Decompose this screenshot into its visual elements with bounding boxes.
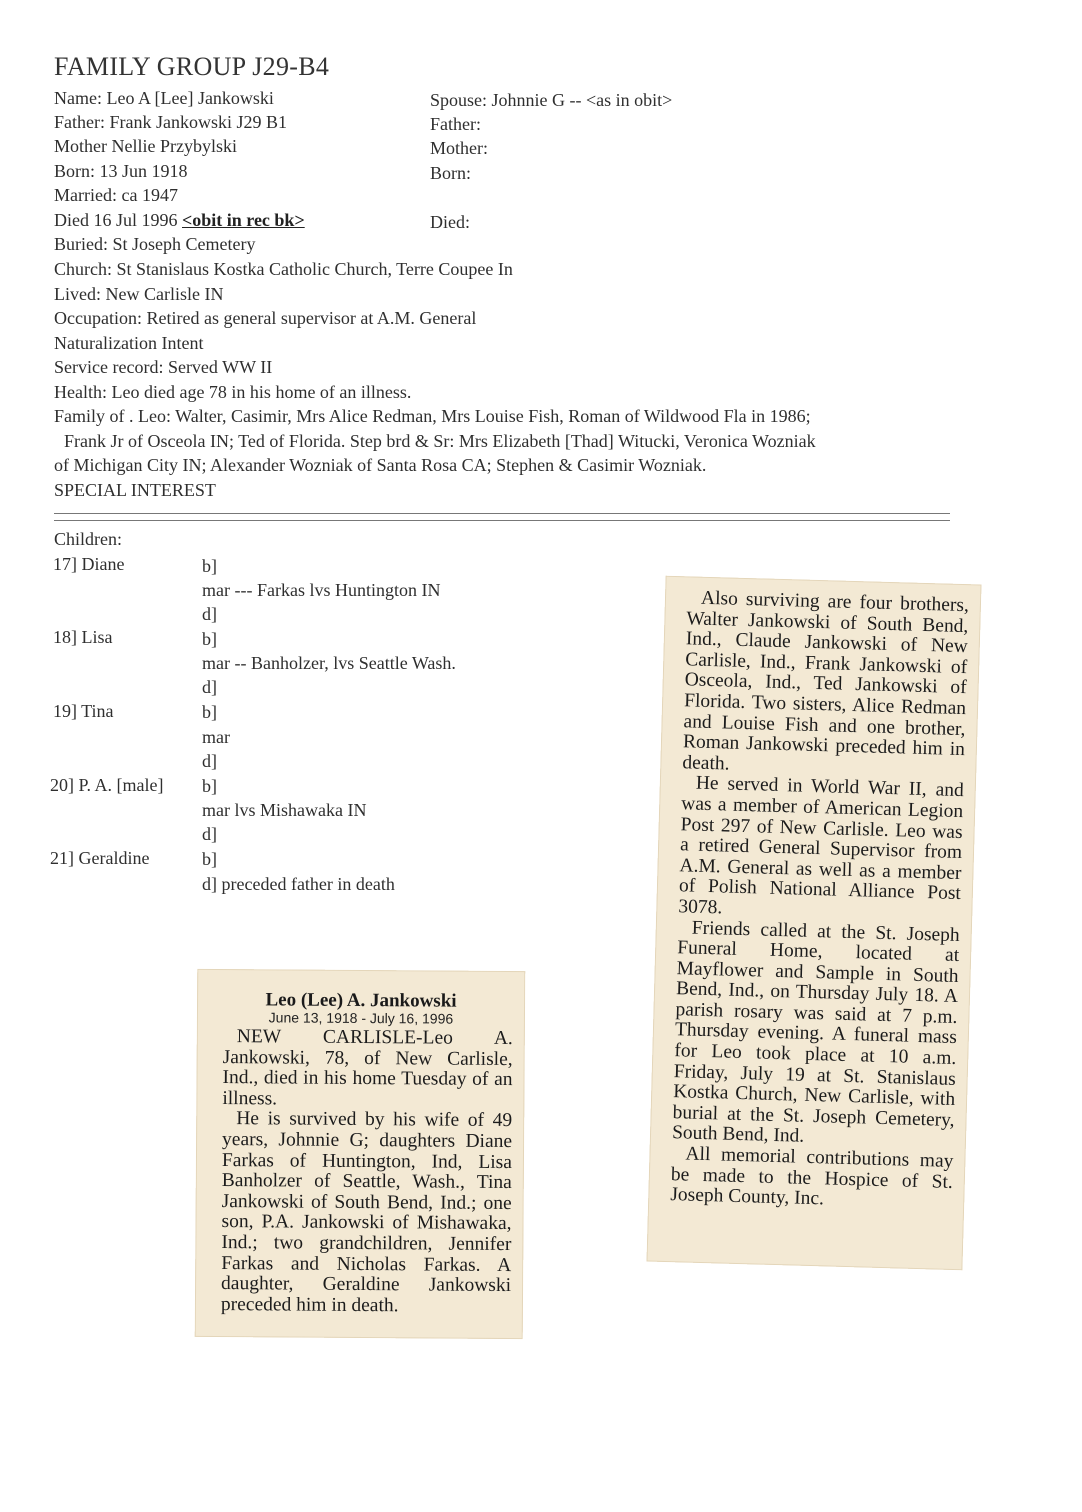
obituary-clipping-continued	[646, 576, 981, 1271]
obituary-paragraph: Also surviving are four brothers, Walter Jankowski of South Bend, Ind., Claude Jankowski of New Carlisle, Ind., Frank Jankowski of Osceola, Ind., Ted Jankowski of Florida. Two sisters, Alice Redman and Louise Fish and one brother, Roman Jankowski preceded him in death.	[682, 587, 970, 775]
occupation-field: Occupation: Retired as general supervisor at A.M. General	[54, 308, 477, 328]
child-label: 17] Diane	[53, 554, 125, 574]
divider	[54, 513, 950, 521]
child-label: 19] Tina	[53, 701, 114, 721]
child-married: mar	[202, 727, 230, 747]
child-married: mar --- Farkas lvs Huntington IN	[202, 580, 441, 600]
obituary-body	[670, 588, 969, 1213]
special-interest-heading: SPECIAL INTEREST	[54, 480, 216, 500]
child-born: b]	[202, 776, 217, 796]
child-died: d]	[202, 824, 217, 844]
buried-field: Buried: St Joseph Cemetery	[54, 234, 256, 254]
spouse-father-field: Father:	[430, 114, 481, 134]
child-label: 21] Geraldine	[50, 848, 150, 868]
name-field: Name: Leo A [Lee] Jankowski	[54, 88, 274, 108]
spouse-field: Spouse: Johnnie G -- <as in obit>	[430, 90, 673, 110]
obit-link[interactable]: <obit in rec bk>	[182, 210, 305, 230]
child-married: mar lvs Mishawaka IN	[202, 800, 367, 820]
church-field: Church: St Stanislaus Kostka Catholic Church, Terre Coupee In	[54, 259, 513, 279]
child-label: 20] P. A. [male]	[50, 775, 164, 795]
obituary-clipping	[195, 969, 526, 1339]
spouse-mother-field: Mother:	[430, 138, 488, 158]
spouse-died-field: Died:	[430, 212, 470, 232]
obituary-paragraph: He served in World War II, and was a member of American Legion Post 297 of New Carlisle. Leo was a retired General Supervisor from A.M. General as well as a member of Polish National Alliance Post 3078.	[678, 772, 965, 919]
child-born: b]	[202, 849, 217, 869]
naturalization-field: Naturalization Intent	[54, 333, 204, 353]
obituary-paragraph: Friends called at the St. Joseph Funeral Home, located at Mayflower and Sample in South Bend, Ind., on Thursday July 18. A parish rosary was said at 7 p.m. Thursday evening. A funeral mass for Leo took place at 10 a.m. Friday, July 19 at St. Stanislaus Kostka Church, New Carlisle, with burial at the St. Joseph Cemetery, South Bend, Ind.	[671, 917, 961, 1148]
child-label: 18] Lisa	[53, 627, 113, 647]
child-died: d] preceded father in death	[202, 874, 395, 894]
page-title: FAMILY GROUP J29-B4	[54, 52, 330, 81]
lived-field: Lived: New Carlisle IN	[54, 284, 224, 304]
family-line-1: Family of . Leo: Walter, Casimir, Mrs Alice Redman, Mrs Louise Fish, Roman of Wildwood Fla in 1986;	[54, 406, 811, 426]
family-line-2: Frank Jr of Osceola IN; Ted of Florida. Step brd & Sr: Mrs Elizabeth [Thad] Witucki, Veronica Wozniak	[64, 431, 816, 451]
died-text: Died 16 Jul 1996	[54, 210, 182, 230]
died-field	[54, 208, 305, 232]
child-died: d]	[202, 604, 217, 624]
obituary-paragraph: All memorial contributions may be made to the Hospice of St. Joseph County, Inc.	[670, 1143, 954, 1210]
child-born: b]	[202, 702, 217, 722]
married-field: Married: ca 1947	[54, 185, 178, 205]
child-born: b]	[202, 629, 217, 649]
child-married: mar -- Banholzer, lvs Seattle Wash.	[202, 653, 456, 673]
obituary-body	[221, 1027, 513, 1317]
family-line-3: of Michigan City IN; Alexander Wozniak of Santa Rosa CA; Stephen & Casimir Wozniak.	[54, 455, 707, 475]
mother-field: Mother Nellie Przybylski	[54, 136, 237, 156]
children-heading: Children:	[54, 529, 122, 549]
child-died: d]	[202, 751, 217, 771]
spouse-born-field: Born:	[430, 163, 472, 183]
child-born: b]	[202, 556, 217, 576]
obituary-headline: Leo (Lee) A. Jankowski	[265, 989, 457, 1012]
child-died: d]	[202, 677, 217, 697]
father-field: Father: Frank Jankowski J29 B1	[54, 112, 287, 132]
health-field: Health: Leo died age 78 in his home of an illness.	[54, 382, 412, 402]
obituary-paragraph: NEW CARLISLE-Leo A. Jankowski, 78, of New Carlisle, Ind., died in his home Tuesday of an illness.	[222, 1026, 513, 1110]
obituary-dates: June 13, 1918 - July 16, 1996	[268, 1009, 454, 1027]
service-record-field: Service record: Served WW II	[54, 357, 273, 377]
born-field: Born: 13 Jun 1918	[54, 161, 188, 181]
obituary-paragraph: He is survived by his wife of 49 years, Johnnie G; daughters Diane Farkas of Huntington, Ind, Lisa Banholzer of Seattle, Wash., Tina Jankowski of South Bend, Ind.; one son, P.A. Jankowski of Mishawaka, Ind.; two grandchildren, Jennifer Farkas and Nicholas Farkas. A daughter, Geraldine Jankowski preceded him in death.	[220, 1108, 513, 1316]
